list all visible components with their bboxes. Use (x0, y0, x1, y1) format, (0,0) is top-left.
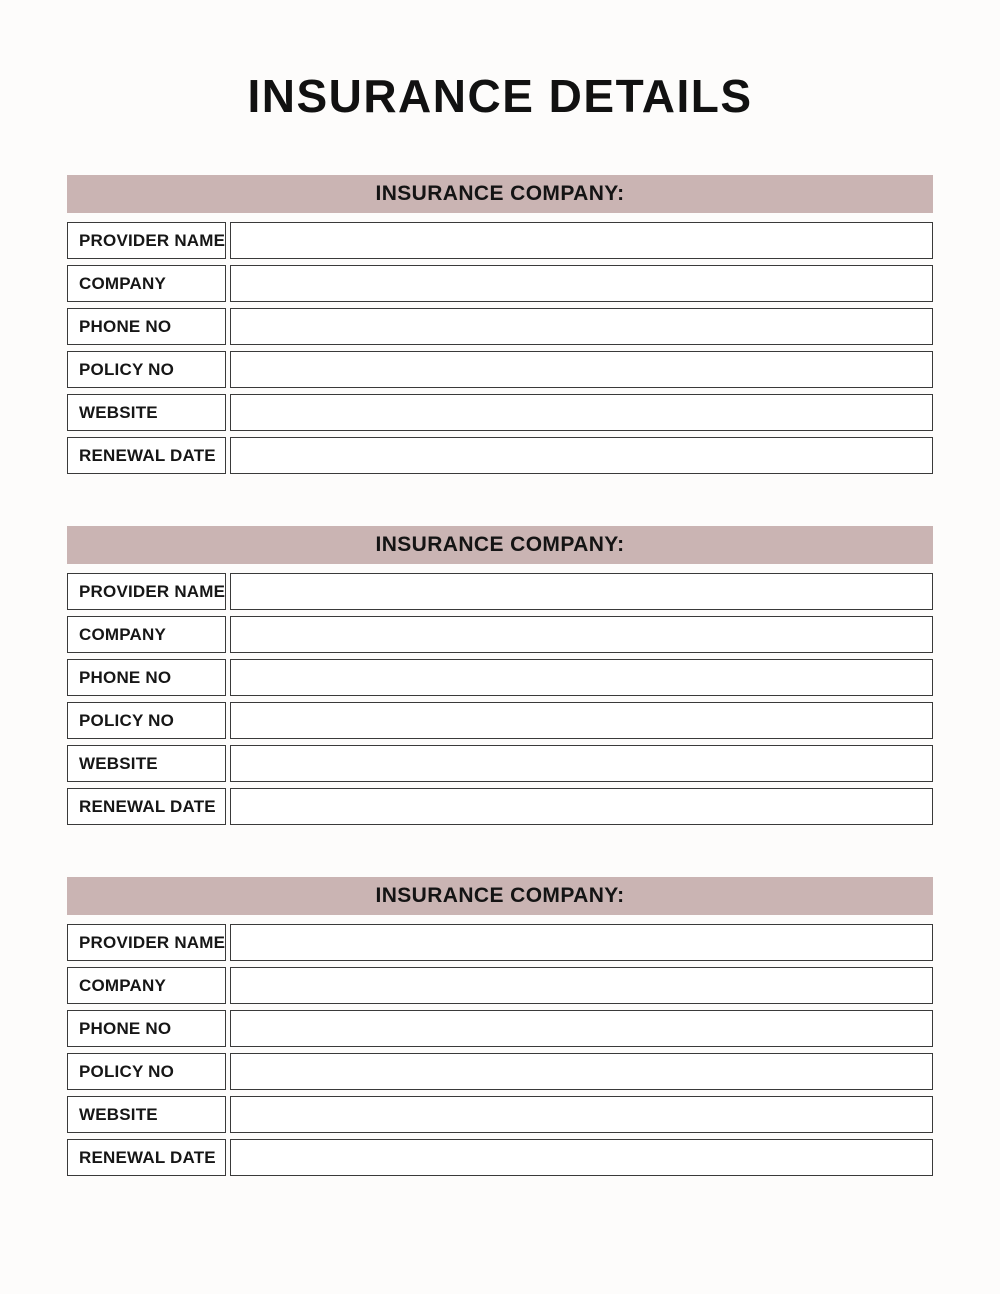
policy-no-label: POLICY NO (67, 1053, 226, 1090)
provider-name-input-box[interactable] (230, 924, 933, 961)
provider-name-row (67, 924, 933, 961)
renewal-date-label: RENEWAL DATE (67, 1139, 226, 1176)
phone-no-label: PHONE NO (67, 1010, 226, 1047)
website-input-box[interactable] (230, 394, 933, 431)
company-label: COMPANY (67, 265, 226, 302)
renewal-date-row (67, 437, 933, 474)
renewal-date-row (67, 1139, 933, 1176)
company-input-box[interactable] (230, 616, 933, 653)
website-label: WEBSITE (67, 1096, 226, 1133)
provider-name-label: PROVIDER NAME (67, 573, 226, 610)
section-1-header-label: INSURANCE COMPANY: (375, 182, 625, 205)
insurance-section-1 (67, 175, 933, 474)
policy-no-input-box[interactable] (230, 702, 933, 739)
renewal-date-input-box[interactable] (230, 788, 933, 825)
renewal-date-row (67, 788, 933, 825)
section-1-header-bar (67, 175, 933, 213)
renewal-date-input-box[interactable] (230, 1139, 933, 1176)
insurance-section-3 (67, 877, 933, 1176)
website-row (67, 745, 933, 782)
company-row (67, 616, 933, 653)
insurance-section-2 (67, 526, 933, 825)
section-2-header-label: INSURANCE COMPANY: (375, 533, 625, 556)
provider-name-input-box[interactable] (230, 573, 933, 610)
phone-no-input-box[interactable] (230, 1010, 933, 1047)
website-input-box[interactable] (230, 1096, 933, 1133)
policy-no-input-box[interactable] (230, 1053, 933, 1090)
policy-no-row (67, 702, 933, 739)
section-3-header-label: INSURANCE COMPANY: (375, 884, 625, 907)
phone-no-input-box[interactable] (230, 659, 933, 696)
page-title: INSURANCE DETAILS (247, 70, 753, 122)
company-input-box[interactable] (230, 967, 933, 1004)
renewal-date-label: RENEWAL DATE (67, 437, 226, 474)
website-input-box[interactable] (230, 745, 933, 782)
company-row (67, 265, 933, 302)
company-label: COMPANY (67, 967, 226, 1004)
provider-name-label: PROVIDER NAME (67, 222, 226, 259)
policy-no-input-box[interactable] (230, 351, 933, 388)
company-row (67, 967, 933, 1004)
phone-no-row (67, 1010, 933, 1047)
policy-no-label: POLICY NO (67, 702, 226, 739)
phone-no-row (67, 308, 933, 345)
provider-name-label: PROVIDER NAME (67, 924, 226, 961)
section-2-header-bar (67, 526, 933, 564)
company-input-box[interactable] (230, 265, 933, 302)
section-3-header-bar (67, 877, 933, 915)
phone-no-label: PHONE NO (67, 659, 226, 696)
provider-name-row (67, 222, 933, 259)
provider-name-input-box[interactable] (230, 222, 933, 259)
phone-no-input-box[interactable] (230, 308, 933, 345)
website-row (67, 1096, 933, 1133)
renewal-date-label: RENEWAL DATE (67, 788, 226, 825)
website-label: WEBSITE (67, 745, 226, 782)
company-label: COMPANY (67, 616, 226, 653)
renewal-date-input-box[interactable] (230, 437, 933, 474)
phone-no-label: PHONE NO (67, 308, 226, 345)
website-row (67, 394, 933, 431)
phone-no-row (67, 659, 933, 696)
provider-name-row (67, 573, 933, 610)
policy-no-row (67, 1053, 933, 1090)
website-label: WEBSITE (67, 394, 226, 431)
policy-no-row (67, 351, 933, 388)
policy-no-label: POLICY NO (67, 351, 226, 388)
